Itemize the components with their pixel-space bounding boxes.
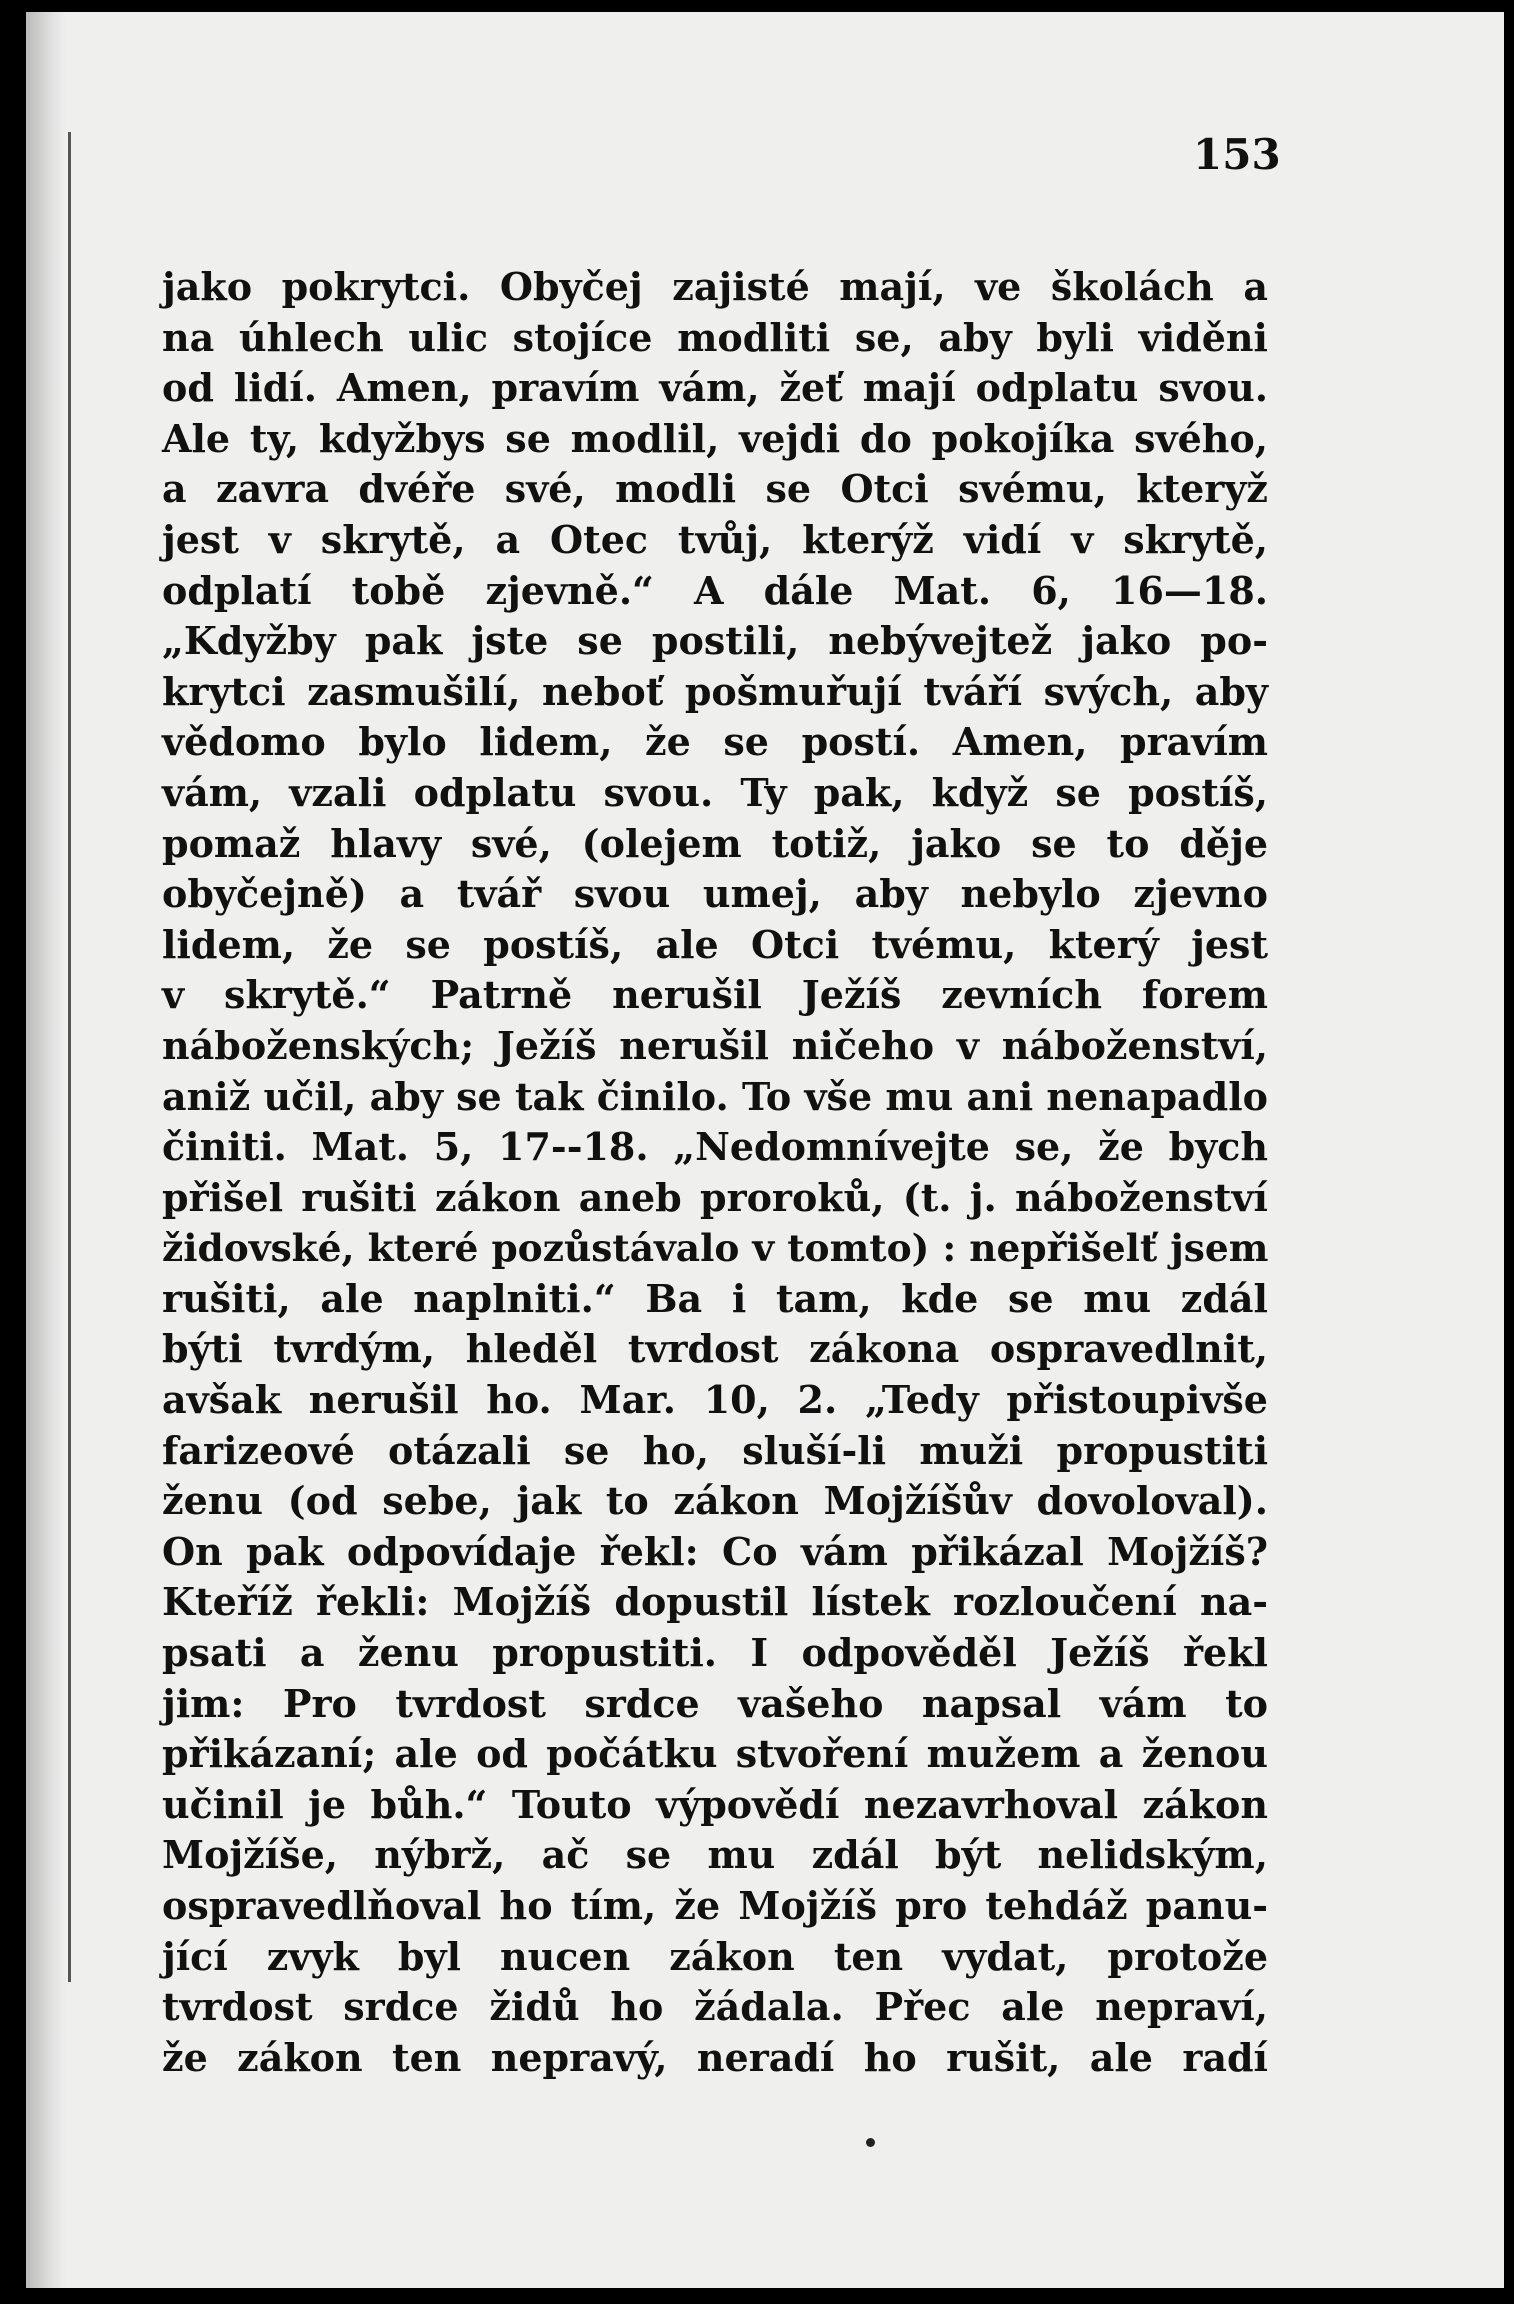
text-line: vám, vzali odplatu svou. Ty pak, když se postíš, (162, 769, 1268, 815)
text-line: obyčejně) a tvář svou umej, aby nebylo zjevno (162, 871, 1268, 917)
page-number: 153 (1193, 130, 1281, 179)
text-line: Mojžíše, nýbrž, ač se mu zdál být nelidským, (162, 1832, 1268, 1878)
text-line: lidem, že se postíš, ale Otci tvému, který jest (162, 921, 1268, 967)
text-line: avšak nerušil ho. Mar. 10, 2. „Tedy přistoupivše (162, 1377, 1268, 1423)
text-line: židovské, které pozůstávalo v tomto) : nepřišelť jsem (162, 1226, 1269, 1271)
text-line: psati a ženu propustiti. I odpověděl Ježíš řekl (162, 1630, 1268, 1676)
text-line: pomaž hlavy své, (olejem totiž, jako se to děje (162, 820, 1268, 866)
text-line: jest v skrytě, a Otec tvůj, kterýž vidí v skrytě, (162, 516, 1268, 562)
text-line: učinil je bůh.“ Touto výpovědí nezavrhoval zákon (162, 1781, 1268, 1827)
text-line: býti tvrdým, hleděl tvrdost zákona ospravedlnit, (162, 1326, 1268, 1372)
text-line: Kteříž řekli: Mojžíš dopustil lístek rozloučení na- (162, 1579, 1268, 1625)
text-line: přikázaní; ale od počátku stvoření mužem a ženou (162, 1731, 1268, 1777)
gutter-shadow (26, 12, 66, 2288)
text-line: farizeové otázali se ho, sluší-li muži propustiti (162, 1427, 1268, 1473)
book-page (26, 12, 1504, 2288)
text-line: krytci zasmušilí, neboť pošmuřují tváří svých, aby (162, 668, 1268, 714)
page-edge-line (68, 132, 71, 1982)
text-line: na úhlech ulic stojíce modliti se, aby byli viděni (162, 314, 1268, 360)
text-line: Ale ty, kdyžbys se modlil, vejdi do pokojíka svého, (162, 415, 1268, 461)
text-line: činiti. Mat. 5, 17--18. „Nedomnívejte se, že bych (162, 1124, 1268, 1170)
ink-speck (866, 2138, 875, 2147)
text-line: náboženských; Ježíš nerušil ničeho v náboženství, (162, 1022, 1268, 1068)
text-line: ženu (od sebe, jak to zákon Mojžíšův dovoloval). (162, 1478, 1268, 1524)
text-line: aniž učil, aby se tak činilo. To vše mu ani nenapadlo (162, 1073, 1268, 1119)
text-line: ospravedlňoval ho tím, že Mojžíš pro tehdáž panu- (162, 1883, 1268, 1928)
text-line: jim: Pro tvrdost srdce vašeho napsal vám to (162, 1680, 1268, 1726)
text-line: vědomo bylo lidem, že se postí. Amen, pravím (162, 719, 1268, 765)
text-line: „Kdyžby pak jste se postili, nebývejtež jako po- (162, 618, 1268, 664)
text-line: že zákon ten nepravý, neradí ho rušit, ale radí (162, 2034, 1268, 2080)
body-text (162, 262, 1268, 2083)
text-line: jící zvyk byl nucen zákon ten vydat, protože (162, 1933, 1268, 1979)
text-line: rušiti, ale naplniti.“ Ba i tam, kde se mu zdál (162, 1275, 1268, 1321)
text-line: přišel rušiti zákon aneb proroků, (t. j. náboženství (162, 1174, 1268, 1220)
text-line: od lidí. Amen, pravím vám, žeť mají odplatu svou. (162, 365, 1268, 411)
text-line: odplatí tobě zjevně.“ A dále Mat. 6, 16—18. (162, 567, 1268, 613)
text-line: On pak odpovídaje řekl: Co vám přikázal Mojžíš? (162, 1528, 1268, 1574)
text-line: a zavra dvéře své, modli se Otci svému, kteryž (162, 466, 1268, 512)
text-line: jako pokrytci. Obyčej zajisté mají, ve školách a (162, 264, 1268, 309)
text-line: v skrytě.“ Patrně nerušil Ježíš zevních forem (162, 972, 1268, 1018)
text-line: tvrdost srdce židů ho žádala. Přec ale nepraví, (162, 1984, 1268, 2030)
